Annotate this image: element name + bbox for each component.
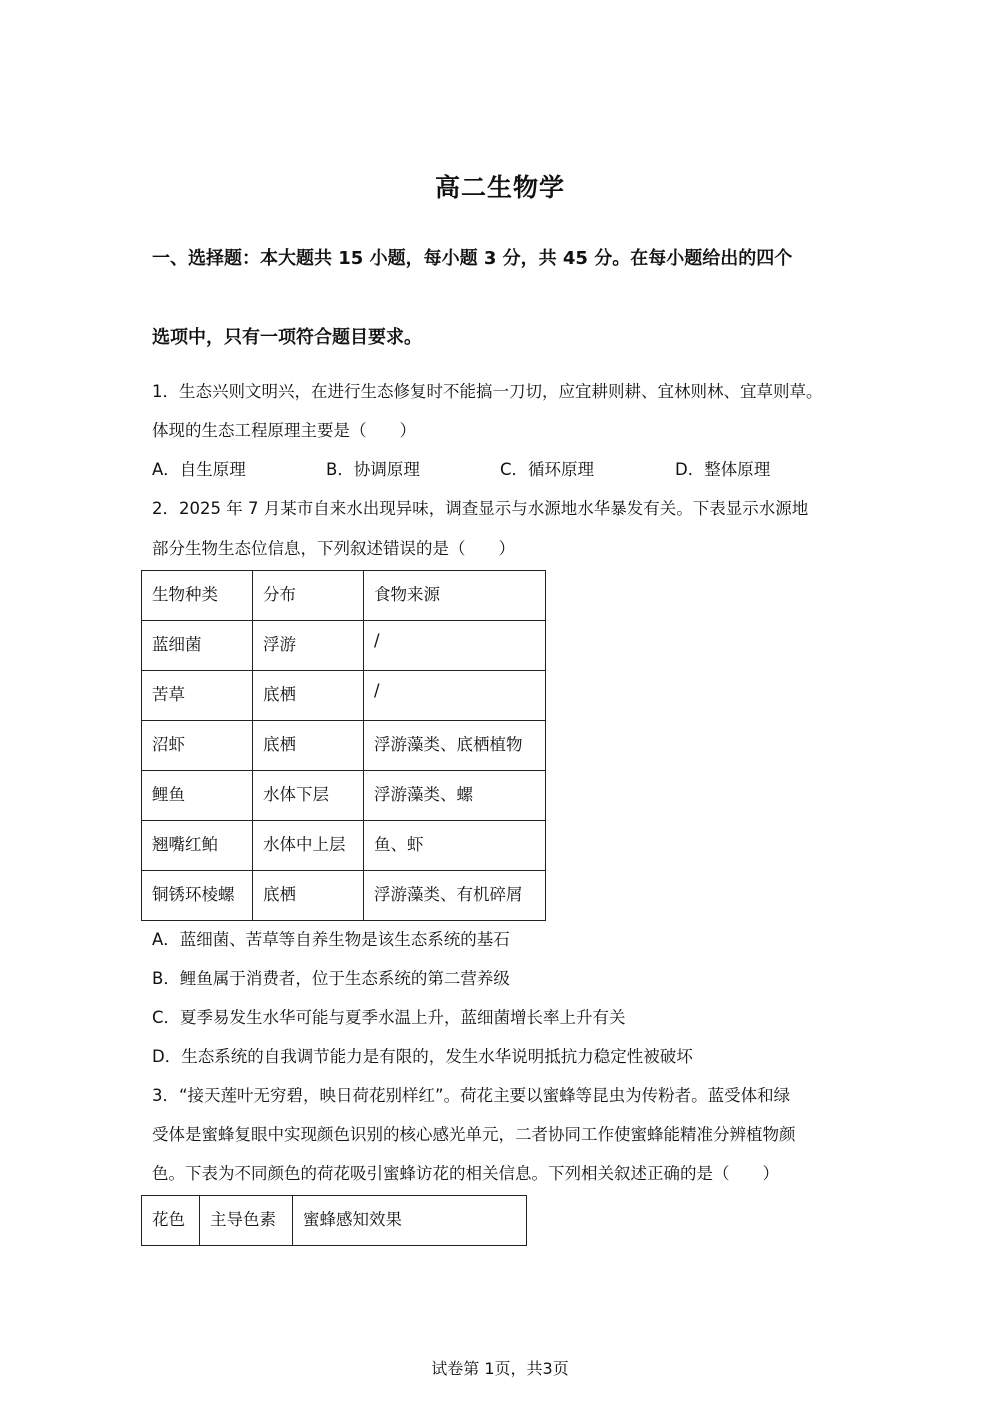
q1-option-b: B．协调原理 — [326, 460, 420, 479]
table-row — [142, 871, 546, 921]
table-header-cell: 蜜蜂感知效果 — [293, 1196, 527, 1246]
table-cell: 浮游 — [253, 621, 364, 671]
question-2-line-1: 2．2025 年 7 月某市自来水出现异味，调查显示与水源地水华暴发有关。下表显示水源地 — [152, 499, 809, 518]
table-cell: 蓝细菌 — [142, 621, 253, 671]
table-header-row — [142, 1196, 527, 1246]
table-cell: 底栖 — [253, 721, 364, 771]
table-cell: 浮游藻类、螺 — [364, 771, 546, 821]
table-cell: 鱼、虾 — [364, 821, 546, 871]
table-cell: 底栖 — [253, 671, 364, 721]
question-1-line-1: 1．生态兴则文明兴，在进行生态修复时不能搞一刀切，应宜耕则耕、宜林则林、宜草则草。 — [152, 382, 823, 401]
table-row — [142, 671, 546, 721]
table-cell: / — [364, 621, 546, 671]
section-heading-line-1: 一、选择题：本大题共 15 小题，每小题 3 分，共 45 分。在每小题给出的四个 — [152, 248, 793, 269]
table-cell: 浮游藻类、底栖植物 — [364, 721, 546, 771]
q2-option-b: B．鲤鱼属于消费者，位于生态系统的第二营养级 — [152, 969, 510, 988]
q2-option-a: A．蓝细菌、苦草等自养生物是该生态系统的基石 — [152, 930, 510, 949]
q1-option-d: D．整体原理 — [675, 460, 771, 479]
table-cell: 鲤鱼 — [142, 771, 253, 821]
niche-table — [141, 570, 546, 921]
q1-option-c: C．循环原理 — [500, 460, 595, 479]
table-header-row — [142, 571, 546, 621]
table-header-cell: 生物种类 — [142, 571, 253, 621]
page-footer: 试卷第 1页，共3页 — [431, 1359, 569, 1378]
question-3-line-3: 色。下表为不同颜色的荷花吸引蜜蜂访花的相关信息。下列相关叙述正确的是（ ） — [152, 1164, 779, 1183]
table-cell: 苦草 — [142, 671, 253, 721]
table-cell: 浮游藻类、有机碎屑 — [364, 871, 546, 921]
flower-color-table — [141, 1195, 527, 1246]
table-header-cell: 分布 — [253, 571, 364, 621]
table-cell: 水体下层 — [253, 771, 364, 821]
table-cell: 底栖 — [253, 871, 364, 921]
table-row — [142, 771, 546, 821]
table-cell: 铜锈环棱螺 — [142, 871, 253, 921]
table-row — [142, 621, 546, 671]
question-3-line-1: 3．“接天莲叶无穷碧，映日荷花别样红”。荷花主要以蜜蜂等昆虫为传粉者。蓝受体和绿 — [152, 1086, 791, 1105]
table-cell: / — [364, 671, 546, 721]
page-title: 高二生物学 — [434, 173, 565, 202]
table-row — [142, 821, 546, 871]
question-3-line-2: 受体是蜜蜂复眼中实现颜色识别的核心感光单元，二者协同工作使蜜蜂能精准分辨植物颜 — [152, 1125, 796, 1144]
table-cell: 翘嘴红鲌 — [142, 821, 253, 871]
question-2-line-2: 部分生物生态位信息，下列叙述错误的是（ ） — [152, 539, 515, 558]
table-cell: 沼虾 — [142, 721, 253, 771]
table-header-cell: 主导色素 — [200, 1196, 293, 1246]
table-header-cell: 食物来源 — [364, 571, 546, 621]
table-row — [142, 721, 546, 771]
q2-option-c: C．夏季易发生水华可能与夏季水温上升，蓝细菌增长率上升有关 — [152, 1008, 626, 1027]
q2-option-d: D．生态系统的自我调节能力是有限的，发生水华说明抵抗力稳定性被破坏 — [152, 1047, 693, 1066]
section-heading-line-2: 选项中，只有一项符合题目要求。 — [152, 327, 422, 348]
q1-option-a: A．自生原理 — [152, 460, 246, 479]
table-header-cell: 花色 — [142, 1196, 200, 1246]
question-1-line-2: 体现的生态工程原理主要是（ ） — [152, 421, 416, 440]
table-cell: 水体中上层 — [253, 821, 364, 871]
